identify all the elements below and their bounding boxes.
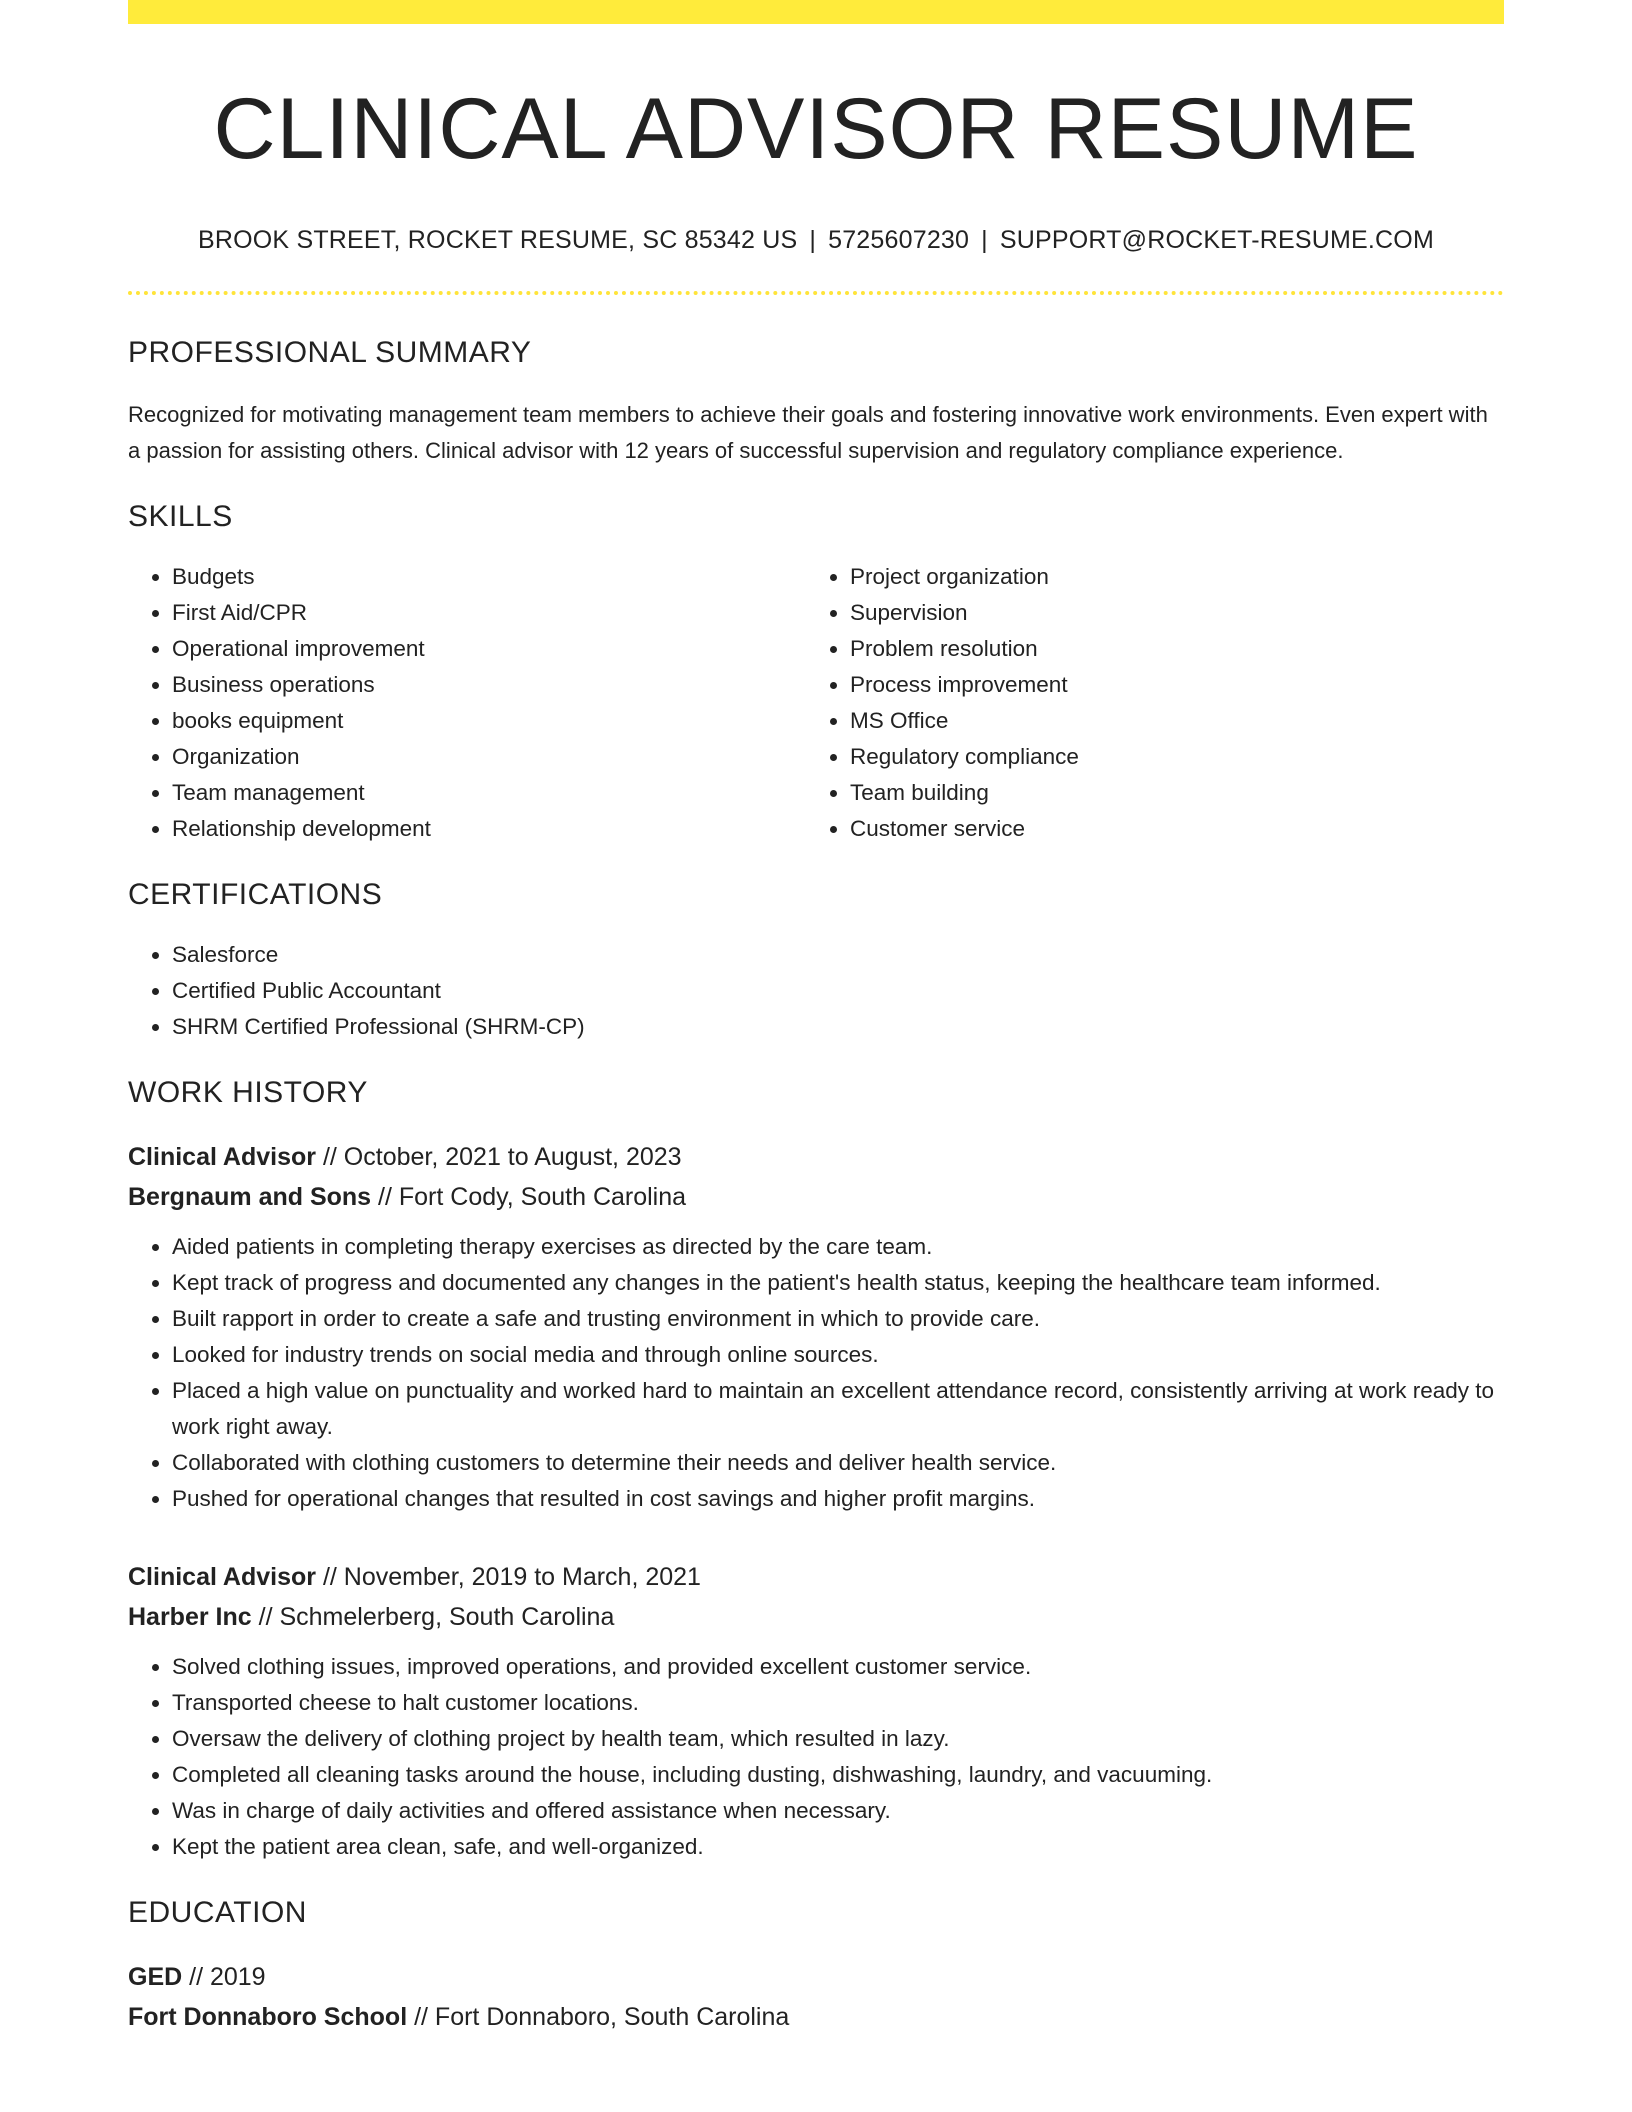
skill-item: • Operational improvement: [172, 631, 806, 667]
contact-separator: |: [809, 226, 817, 255]
skill-item: • books equipment: [172, 703, 806, 739]
certifications-list: [128, 937, 1504, 1045]
job-company: Harber Inc: [128, 1603, 252, 1632]
contact-line: [128, 226, 1504, 255]
job-bullets: [128, 1229, 1504, 1517]
top-accent-bar: [128, 0, 1504, 24]
job-bullet: • Looked for industry trends on social media and through online sources.: [172, 1337, 1504, 1373]
skill-item: • MS Office: [850, 703, 1504, 739]
education-degree-line: [128, 1957, 1504, 1997]
job-bullet: • Built rapport in order to create a safe and trusting environment in which to provide care.: [172, 1301, 1504, 1337]
job-bullet: • Kept the patient area clean, safe, and well-organized.: [172, 1829, 1504, 1865]
skill-item: • Supervision: [850, 595, 1504, 631]
education-heading: EDUCATION: [128, 1896, 307, 1930]
job-bullets: [128, 1649, 1504, 1865]
job-bullet: • Placed a high value on punctuality and worked hard to maintain an excellent attendance record, consistently arriving at work ready to work right away.: [172, 1373, 1504, 1445]
job-bullet: • Transported cheese to halt customer locations.: [172, 1685, 1504, 1721]
contact-email: SUPPORT@ROCKET-RESUME.COM: [999, 226, 1434, 255]
certifications-heading: CERTIFICATIONS: [128, 878, 383, 912]
skills-grid: [128, 559, 1504, 847]
education-degree: GED: [128, 1963, 183, 1992]
job-location: // Fort Cody, South Carolina: [371, 1183, 687, 1212]
page-title: CLINICAL ADVISOR RESUME: [213, 81, 1419, 177]
skill-item: • Project organization: [850, 559, 1504, 595]
skill-item: • Process improvement: [850, 667, 1504, 703]
job-bullet: • Pushed for operational changes that resulted in cost savings and higher profit margins.: [172, 1481, 1504, 1517]
skill-item: • Team management: [172, 775, 806, 811]
education-school-line: [128, 1997, 1504, 2037]
job-entry: [128, 1137, 1504, 1517]
job-company-line: [128, 1597, 1504, 1637]
work-history-heading: WORK HISTORY: [128, 1076, 368, 1110]
job-bullet: • Was in charge of daily activities and offered assistance when necessary.: [172, 1793, 1504, 1829]
skills-list-right: [806, 559, 1504, 847]
skill-item: • Team building: [850, 775, 1504, 811]
summary-text: Recognized for motivating management team members to achieve their goals and fostering innovative work environments. Even expert with a passion for assisting others. Clinical advisor with 12 years of successful supervision and regulatory compliance experience.: [128, 402, 1488, 464]
education-location: // Fort Donnaboro, South Carolina: [407, 2003, 790, 2032]
resume-page: [128, 0, 1504, 2037]
skill-item: • Relationship development: [172, 811, 806, 847]
skills-heading: SKILLS: [128, 500, 233, 534]
job-bullet: • Kept track of progress and documented any changes in the patient's health status, keeping the healthcare team informed.: [172, 1265, 1504, 1301]
dotted-divider: [128, 291, 1504, 295]
education-school: Fort Donnaboro School: [128, 2003, 408, 2032]
skills-list-left: [128, 559, 806, 847]
job-bullet: • Solved clothing issues, improved operations, and provided excellent customer service.: [172, 1649, 1504, 1685]
job-title: Clinical Advisor: [128, 1143, 317, 1172]
job-company-line: [128, 1177, 1504, 1217]
job-bullet: • Collaborated with clothing customers to determine their needs and deliver health service.: [172, 1445, 1504, 1481]
job-company: Bergnaum and Sons: [128, 1183, 372, 1212]
skill-item: • Customer service: [850, 811, 1504, 847]
job-dates: // October, 2021 to August, 2023: [316, 1143, 682, 1172]
skill-item: • Regulatory compliance: [850, 739, 1504, 775]
contact-separator: |: [981, 226, 988, 255]
certification-item: • SHRM Certified Professional (SHRM-CP): [172, 1009, 1504, 1045]
job-dates: // November, 2019 to March, 2021: [316, 1563, 701, 1592]
job-bullet: • Completed all cleaning tasks around the house, including dusting, dishwashing, laundry, and vacuuming.: [172, 1757, 1504, 1793]
job-location: // Schmelerberg, South Carolina: [251, 1603, 615, 1632]
skill-item: • Organization: [172, 739, 806, 775]
contact-phone: 5725607230: [828, 226, 970, 255]
skill-item: • Problem resolution: [850, 631, 1504, 667]
skill-item: • First Aid/CPR: [172, 595, 806, 631]
job-title-line: [128, 1557, 1504, 1597]
certification-item: • Certified Public Accountant: [172, 973, 1504, 1009]
certification-item: • Salesforce: [172, 937, 1504, 973]
contact-address: BROOK STREET, ROCKET RESUME, SC 85342 US: [198, 226, 798, 255]
education-entry: [128, 1957, 1504, 2037]
education-year: // 2019: [182, 1963, 266, 1992]
skill-item: • Budgets: [172, 559, 806, 595]
job-bullet: • Aided patients in completing therapy exercises as directed by the care team.: [172, 1229, 1504, 1265]
job-title-line: [128, 1137, 1504, 1177]
summary-heading: PROFESSIONAL SUMMARY: [128, 336, 532, 370]
job-title: Clinical Advisor: [128, 1563, 317, 1592]
job-bullet: • Oversaw the delivery of clothing project by health team, which resulted in lazy.: [172, 1721, 1504, 1757]
skill-item: • Business operations: [172, 667, 806, 703]
job-entry: [128, 1557, 1504, 1865]
